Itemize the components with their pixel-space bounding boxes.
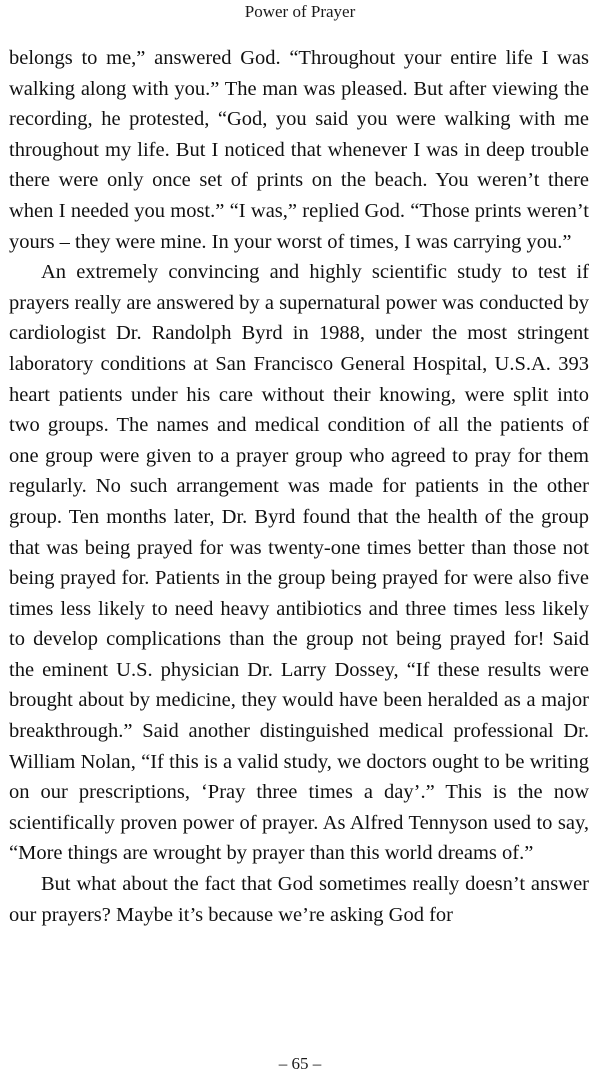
body-text xyxy=(9,43,589,930)
paragraph-byrd-study: An extremely convincing and highly scientific study to test if prayers really are answered by a supernatural power was conducted by cardiologist Dr. Randolph Byrd in 1988, under the most stringent laboratory conditions at San Francisco General Hospital, U.S.A. 393 heart patients under his care without their knowing, were split into two groups. The names and medical condition of all the patients of one group were given to a prayer group who agreed to pray for them regularly. No such arrangement was made for patients in the other group. Ten months later, Dr. Byrd found that the health of the group that was being prayed for was twenty-one times better than those not being prayed for. Patients in the group being prayed for were also five times less likely to need heavy antibiotics and three times less likely to develop complications than the group not being prayed for! Said the eminent U.S. physician Dr. Larry Dossey, “If these results were brought about by medicine, they would have been heralded as a major breakthrough.” Said another distinguished medical professional Dr. William Nolan, “If this is a valid study, we doctors ought to be writing on our prescriptions, ‘Pray three times a day’.” This is the now scientifically proven power of prayer. As Alfred Tennyson used to say, “More things are wrought by prayer than this world dreams of.” xyxy=(9,261,589,865)
running-header-title: Power of Prayer xyxy=(244,2,356,21)
paragraph-continuation: belongs to me,” answered God. “Throughout your entire life I was walking along with you.” The man was pleased. But after viewing the recording, he protested, “God, you said you were walking with me throughout my life. But I noticed that whenever I was in deep trouble there were only once set of prints on the beach. You weren’t there when I needed you most.” “I was,” replied God. “Those prints weren’t yours – they were mine. In your worst of times, I was carrying you.” xyxy=(9,47,589,253)
paragraph-unanswered-prayers: But what about the fact that God sometimes really doesn’t answer our prayers? Maybe it’s because we’re asking God for xyxy=(9,873,589,926)
page-number: – 65 – xyxy=(278,1054,322,1073)
